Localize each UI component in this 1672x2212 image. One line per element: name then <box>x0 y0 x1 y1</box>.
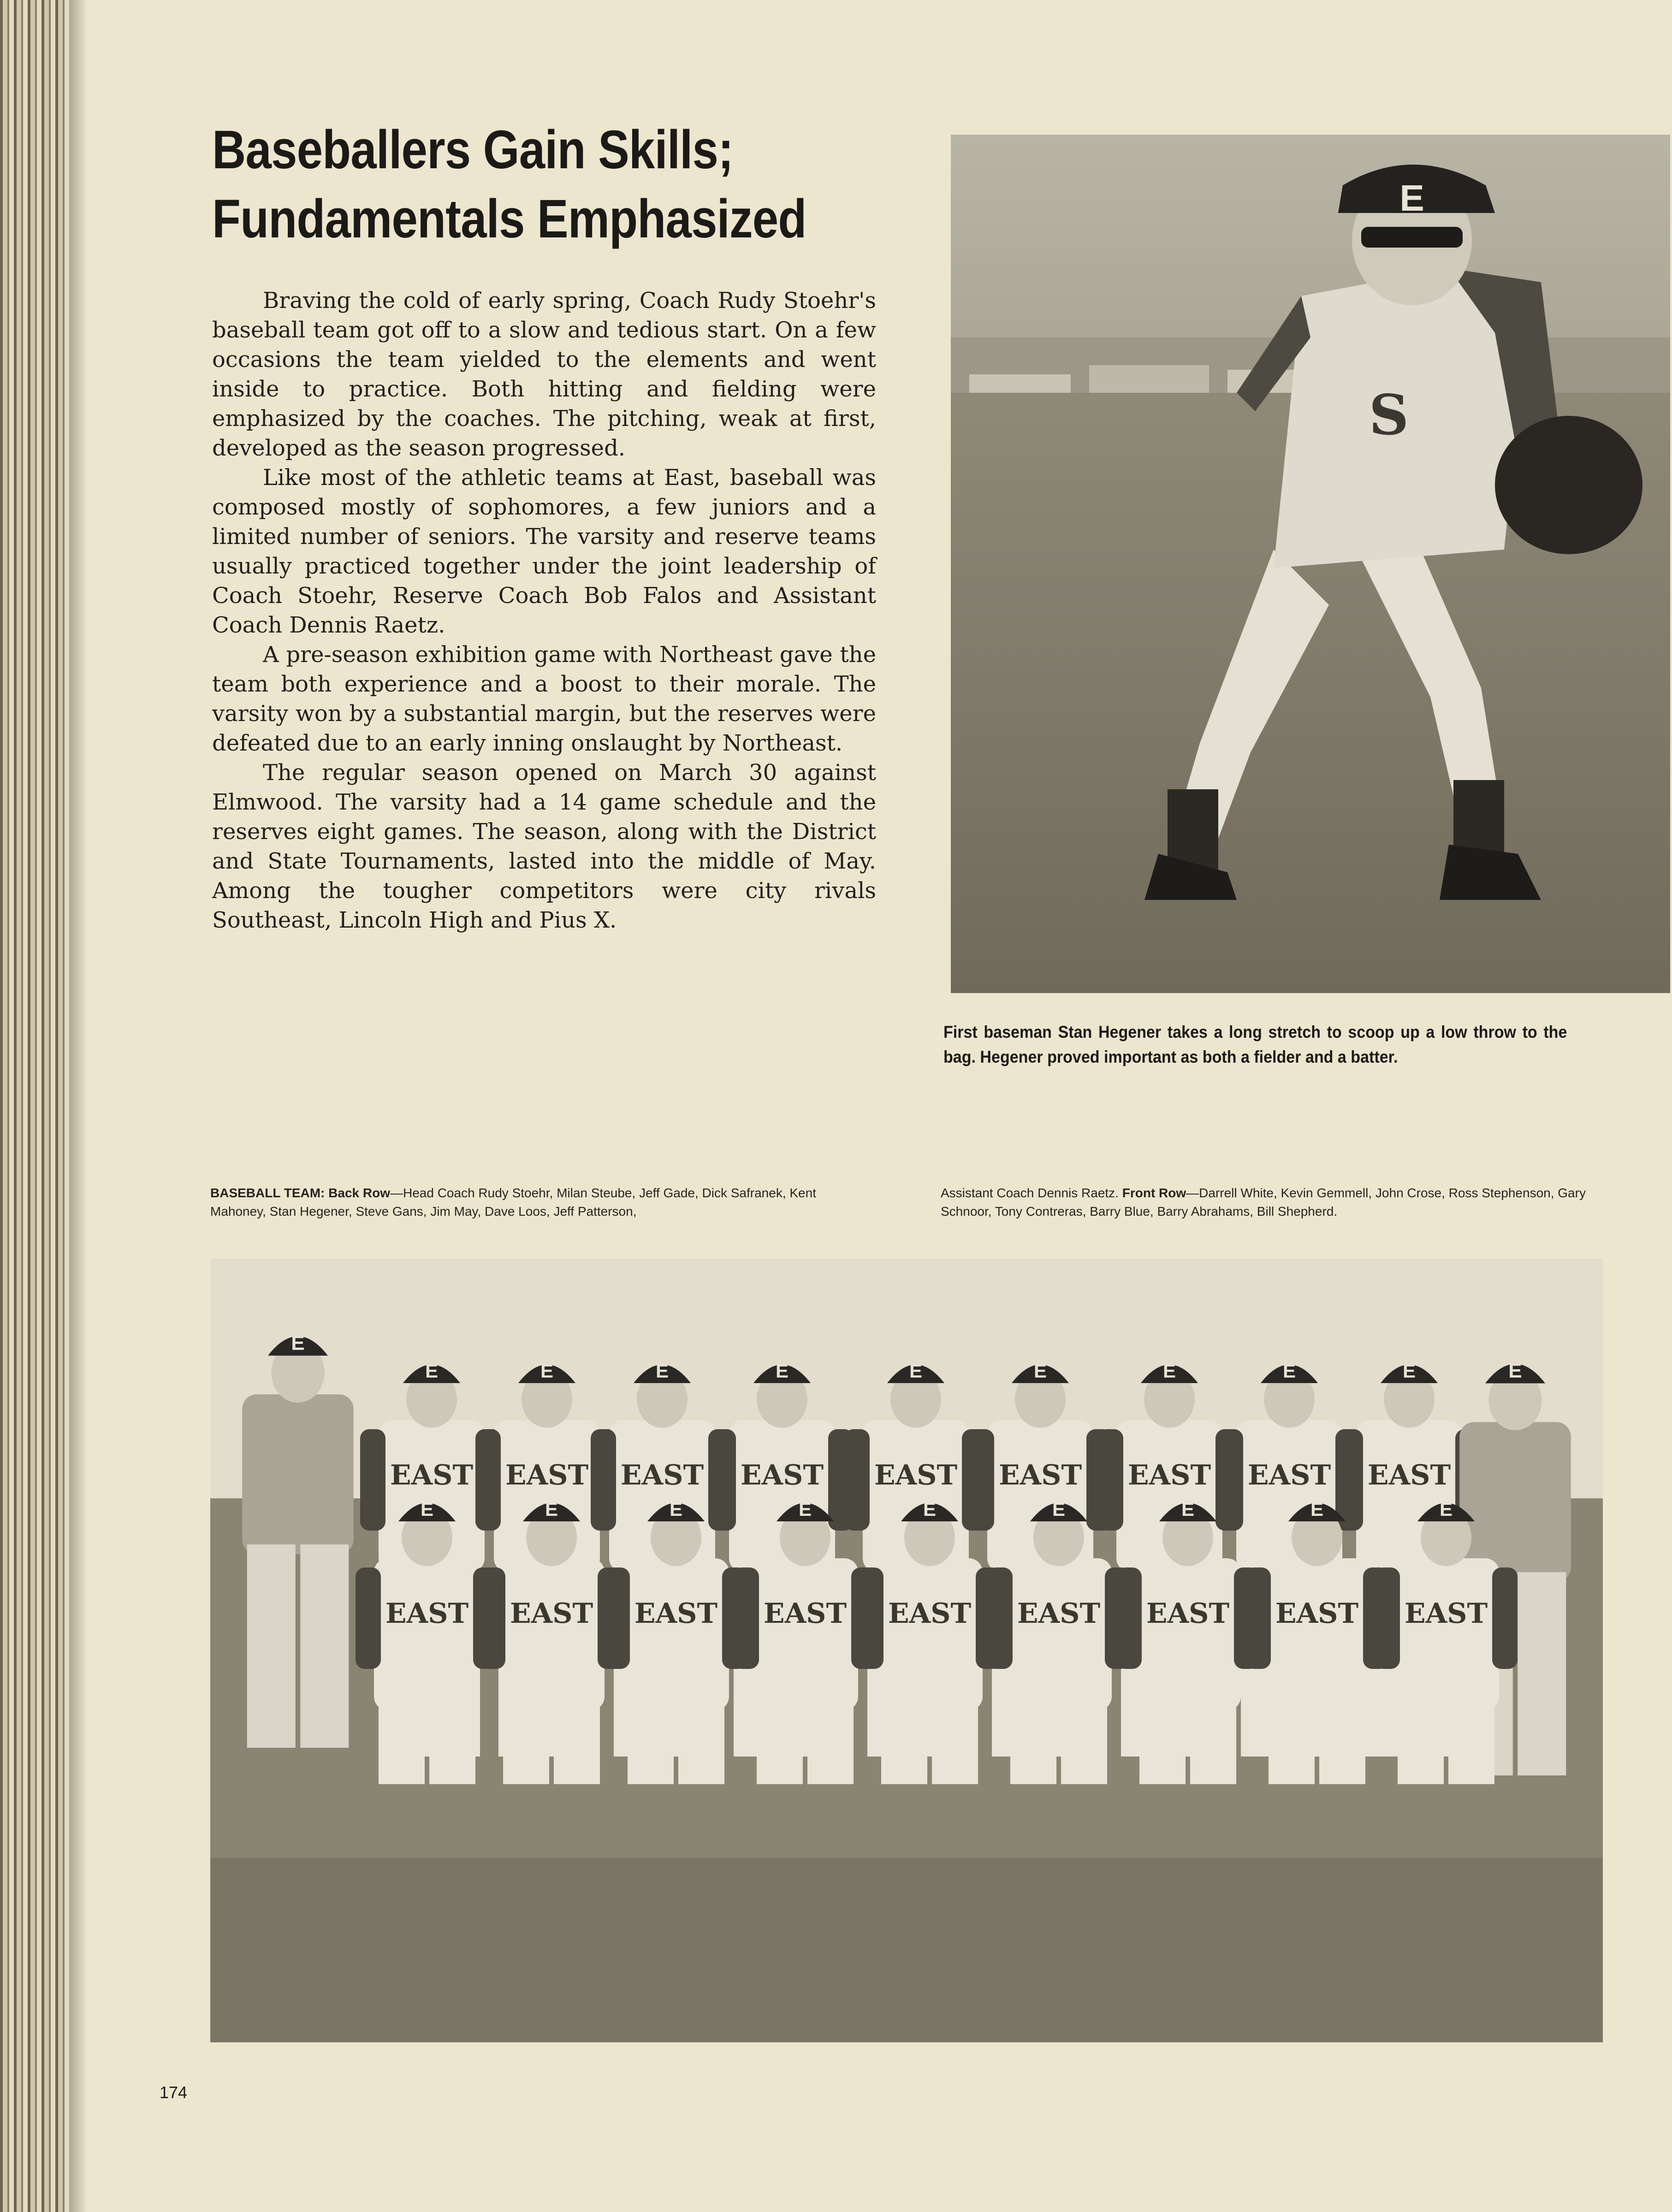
cap-letter: E <box>1282 1360 1296 1382</box>
jersey-text: EAST <box>620 1459 704 1491</box>
jersey-text: EAST <box>634 1597 718 1630</box>
jersey-text: EAST <box>385 1597 469 1630</box>
jersey-text: EAST <box>1275 1597 1359 1630</box>
back-row-names-continued: Assistant Coach Dennis Raetz. <box>941 1186 1119 1200</box>
cap-letter: E <box>1162 1360 1176 1382</box>
article-body <box>212 286 876 935</box>
headline-line-1: Baseballers Gain Skills; <box>212 119 734 180</box>
paragraph-4: The regular season opened on March 30 against Elmwood. The varsity had a 14 game schedule and the reserves eight games. The season, along with the District and State Tournaments, lasted into the middle of May. Among the tougher competitors were city rivals Southeast, Lincoln High and Pius X. <box>212 760 876 933</box>
gutter-shadow <box>69 0 88 2212</box>
jersey-text: EAST <box>1017 1597 1101 1630</box>
cap-letter: E <box>1310 1498 1324 1520</box>
paragraph-2: Like most of the athletic teams at East, baseball was composed mostly of sophomores, a few juniors and a limited number of seniors. The varsity and reserve teams usually practiced together under the joint leadership of Coach Stoehr, Reserve Coach Bob Falos and Assistant Coach Dennis Raetz. <box>212 465 876 638</box>
back-row-names: —Head Coach Rudy Stoehr, Milan Steube, Jeff Gade, Dick Safranek, Kent Mahoney, Stan Hegener, Steve Gans, Jim May, Dave Loos, Jeff Patterson, <box>210 1186 816 1218</box>
cap-letter: E <box>669 1498 683 1520</box>
article-headline <box>212 115 823 254</box>
cap-letter: E <box>798 1498 812 1520</box>
jersey-text: EAST <box>505 1459 589 1491</box>
cap-letter: E <box>425 1360 439 1382</box>
cap-letter: E <box>775 1360 789 1382</box>
cap-letter: E <box>1399 177 1424 219</box>
first-baseman-photo <box>951 135 1670 993</box>
cap-letter: E <box>545 1498 558 1520</box>
jersey-text: EAST <box>1367 1459 1451 1491</box>
cap-letter: E <box>1033 1360 1047 1382</box>
cap-letter: E <box>1181 1498 1195 1520</box>
jersey-letter: S <box>1369 383 1409 448</box>
cap-letter: E <box>420 1498 434 1520</box>
cap-letter: E <box>1052 1498 1066 1520</box>
jersey-text: EAST <box>763 1597 847 1630</box>
cap-letter: E <box>1439 1498 1453 1520</box>
cap-letter: E <box>923 1498 937 1520</box>
jersey-text: EAST <box>998 1459 1082 1491</box>
jersey-text: EAST <box>1247 1459 1331 1491</box>
jersey-text: EAST <box>888 1597 972 1630</box>
cap-letter: E <box>1508 1359 1522 1382</box>
cap-letter: E <box>1402 1360 1416 1382</box>
front-row-names: —Darrell White, Kevin Gemmell, John Crose, Ross Stephenson, Gary Schnoor, Tony Contreras, Barry Blue, Barry Abrahams, Bill Shepherd. <box>941 1186 1586 1218</box>
cap-letter: E <box>540 1360 554 1382</box>
jersey-text: EAST <box>874 1459 958 1491</box>
headline-line-2: Fundamentals Emphasized <box>212 189 806 249</box>
team-photo-illustration <box>210 1259 1603 2042</box>
page-number: 174 <box>160 2083 188 2102</box>
jersey-text: EAST <box>390 1459 474 1491</box>
first-baseman-illustration <box>951 135 1670 993</box>
jersey-text: EAST <box>740 1459 824 1491</box>
jersey-text: EAST <box>510 1597 593 1630</box>
team-caption-left <box>210 1184 865 1221</box>
baseball-team-photo <box>210 1259 1603 2042</box>
team-caption-right <box>941 1184 1595 1221</box>
first-baseman-caption: First baseman Stan Hegener takes a long stretch to scoop up a low throw to the bag. Hegener proved important as both a fielder and a batter. <box>943 1023 1567 1066</box>
book-spine-edges <box>0 0 69 2212</box>
jersey-text: EAST <box>1404 1597 1488 1630</box>
cap-letter: E <box>655 1360 669 1382</box>
cap-letter: E <box>909 1360 923 1382</box>
jersey-text: EAST <box>1146 1597 1230 1630</box>
paragraph-1: Braving the cold of early spring, Coach Rudy Stoehr's baseball team got off to a slow and tedious start. On a few occasions the team yielded to the elements and went inside to practice. Both hitting and fielding were emphasized by the coaches. The pitching, weak at first, developed as the season progressed. <box>212 288 876 461</box>
paragraph-3: A pre-season exhibition game with Northeast gave the team both experience and a boost to their morale. The varsity won by a substantial margin, but the reserves were defeated due to an early inning onslaught by Northeast. <box>212 642 876 756</box>
back-row-label: Back Row <box>328 1186 390 1200</box>
cap-letter: E <box>291 1331 305 1354</box>
team-caption-label: BASEBALL TEAM: <box>210 1186 325 1200</box>
front-row-label: Front Row <box>1122 1186 1186 1200</box>
jersey-text: EAST <box>1127 1459 1211 1491</box>
